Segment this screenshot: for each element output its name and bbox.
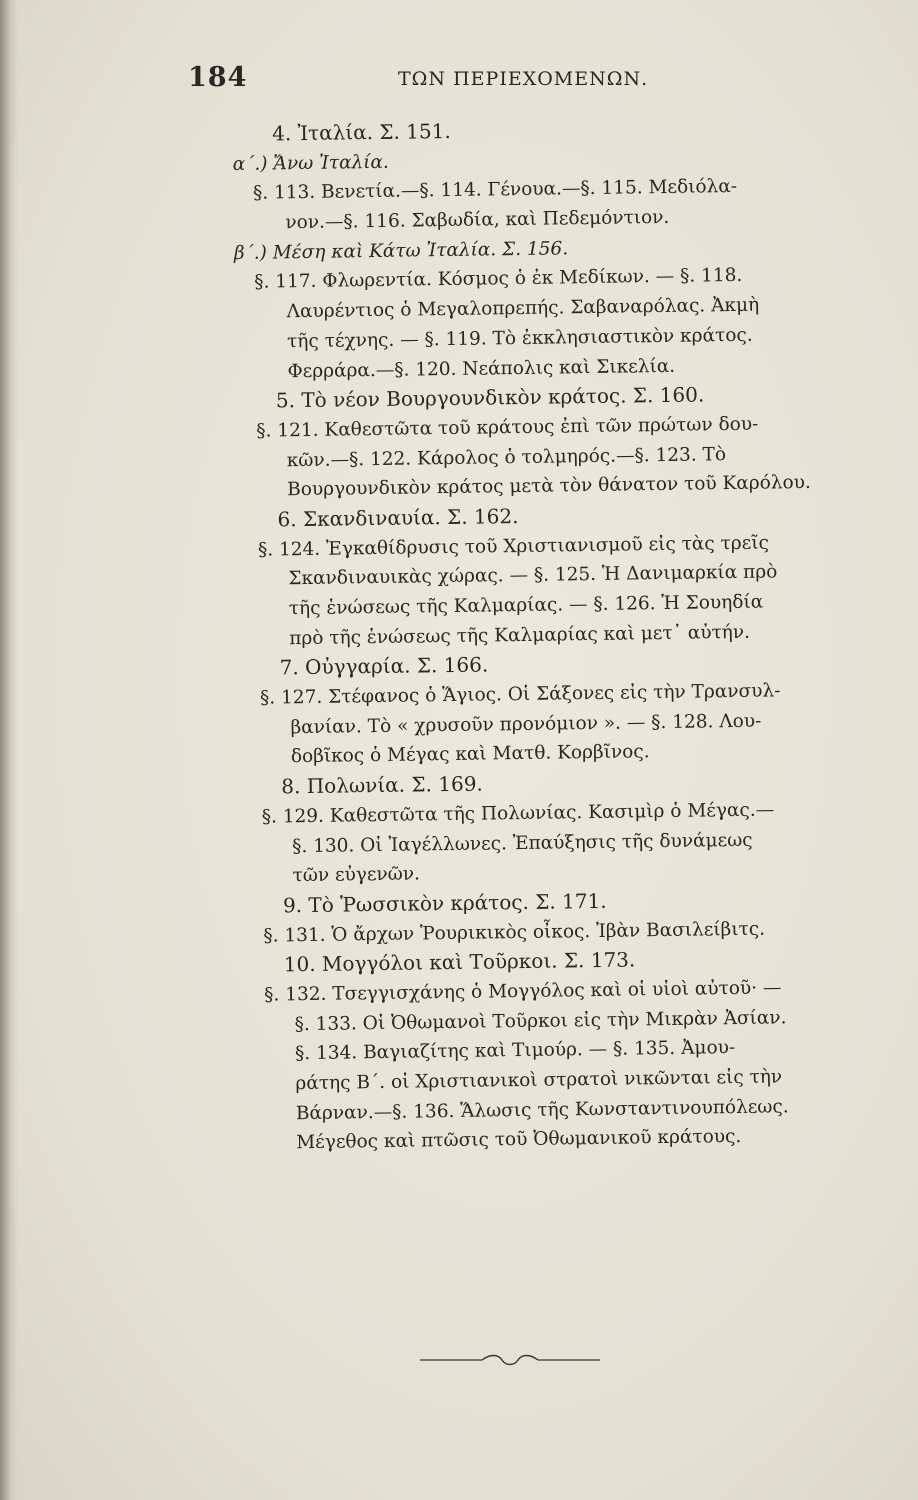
contents-line: §. 124. Ἐγκαθίδρυσις τοῦ Χριστιανισμοῦ εἰς τὰς τρεῖς: [257, 532, 770, 561]
subsection-heading: β΄.) Μέση καὶ Κάτω Ἰταλία. Σ. 156.: [233, 238, 569, 264]
contents-line: Λαυρέντιος ὁ Μεγαλοπρεπής. Σαβαναρόλας. Ἀκμὴ: [286, 294, 760, 323]
contents-line: §. 117. Φλωρεντία. Κόσμος ὁ ἐκ Μεδίκων. — §. 118.: [254, 265, 743, 294]
section-heading: 6. Σκανδιναυία. Σ. 162.: [277, 503, 519, 532]
contents-line: §. 134. Βαγιαζίτης καὶ Τιμούρ. — §. 135. Ἀμου-: [294, 1037, 736, 1065]
contents-line: νον.—§. 116. Σαβωδία, καὶ Πεδεμόντιον.: [285, 206, 670, 234]
contents-line: ράτης Β΄. οἱ Χριστιανικοὶ στρατοὶ νικῶνται εἰς τὴν: [295, 1066, 783, 1095]
subsection-heading: α΄.) Ἄνω Ἰταλία.: [232, 151, 389, 175]
contents-line: Βουργουνδικὸν κράτος μετὰ τὸν θάνατον τοῦ Καρόλου.: [287, 472, 811, 501]
contents-line: πρὸ τῆς ἑνώσεως τῆς Καλμαρίας καὶ μετ᾽ αὐτήν.: [289, 621, 751, 649]
contents-line: §. 130. Οἱ Ἰαγέλλωνες. Ἐπαύξησις τῆς δυνάμεως: [291, 829, 753, 857]
contents-line: βανίαν. Τὸ « χρυσοῦν προνόμιον ». — §. 128. Λου-: [290, 710, 762, 738]
contents-line: §. 132. Τσεγγισχάνης ὁ Μογγόλος καὶ οἱ υἱοὶ αὐτοῦ· —: [264, 977, 782, 1006]
table-of-contents: [232, 111, 906, 1159]
contents-line: §. 113. Βενετία.—§. 114. Γένουα.—§. 115. Μεδιόλα-: [252, 176, 738, 205]
section-heading: 4. Ἰταλία. Σ. 151.: [272, 118, 451, 146]
section-heading: 8. Πολωνία. Σ. 169.: [281, 771, 483, 799]
contents-line: κῶν.—§. 122. Κάρολος ὁ τολμηρός.—§. 123. Τὸ: [286, 443, 727, 471]
contents-line: §. 131. Ὁ ἄρχων Ῥουρικικὸς οἶκος. Ἰβὰν Βασιλείβιτς.: [263, 918, 766, 947]
contents-line: §. 133. Οἱ Ὀθωμανοὶ Τοῦρκοι εἰς τὴν Μικρὰν Ἀσίαν.: [294, 1006, 787, 1035]
contents-line: §. 121. Καθεστῶτα τοῦ κράτους ἐπὶ τῶν πρώτων δου-: [256, 413, 759, 442]
contents-line: §. 127. Στέφανος ὁ Ἅγιος. Οἱ Σάξονες εἰς τὴν Τρανσυλ-: [259, 680, 781, 709]
page-number: 184: [188, 62, 248, 93]
binding-shadow: [0, 0, 18, 1500]
contents-line: τῶν εὐγενῶν.: [292, 863, 421, 887]
end-ornament: [420, 1352, 600, 1368]
section-heading: 7. Οὐγγαρία. Σ. 166.: [279, 652, 489, 680]
contents-line: τῆς ἑνώσεως τῆς Καλμαρίας. — §. 126. Ἡ Σουηδία: [288, 591, 764, 620]
page-header: [188, 62, 708, 102]
section-heading: 10. Μογγόλοι καὶ Τοῦρκοι. Σ. 173.: [283, 947, 636, 977]
contents-line: Μέγεθος καὶ πτῶσις τοῦ Ὀθωμανικοῦ κράτους.: [296, 1126, 742, 1154]
section-heading: 9. Τὸ Ῥωσσικὸν κράτος. Σ. 171.: [282, 888, 607, 918]
contents-line: Βάρναν.—§. 136. Ἅλωσις τῆς Κωνσταντινουπόλεως.: [295, 1096, 789, 1124]
contents-line: τῆς τέχνης. — §. 119. Τὸ ἐκκλησιαστικὸν κράτος.: [286, 324, 753, 353]
contents-line: Σκανδιναυικὰς χώρας. — §. 125. Ἡ Δανιμαρκία πρὸ: [288, 561, 778, 590]
contents-line: Φερράρα.—§. 120. Νεάπολις καὶ Σικελία.: [287, 355, 676, 382]
contents-line: §. 129. Καθεστῶτα τῆς Πολωνίας. Κασιμὶρ ὁ Μέγας.—: [261, 799, 775, 828]
section-heading: 5. Τὸ νέον Βουργουνδικὸν κράτος. Σ. 160.: [275, 382, 705, 413]
contents-line: δοβῖκος ὁ Μέγας καὶ Ματθ. Κορβῖνος.: [290, 741, 650, 768]
running-title: ΤΩΝ ΠΕΡΙΕΧΟΜΕΝΩΝ.: [398, 68, 649, 90]
